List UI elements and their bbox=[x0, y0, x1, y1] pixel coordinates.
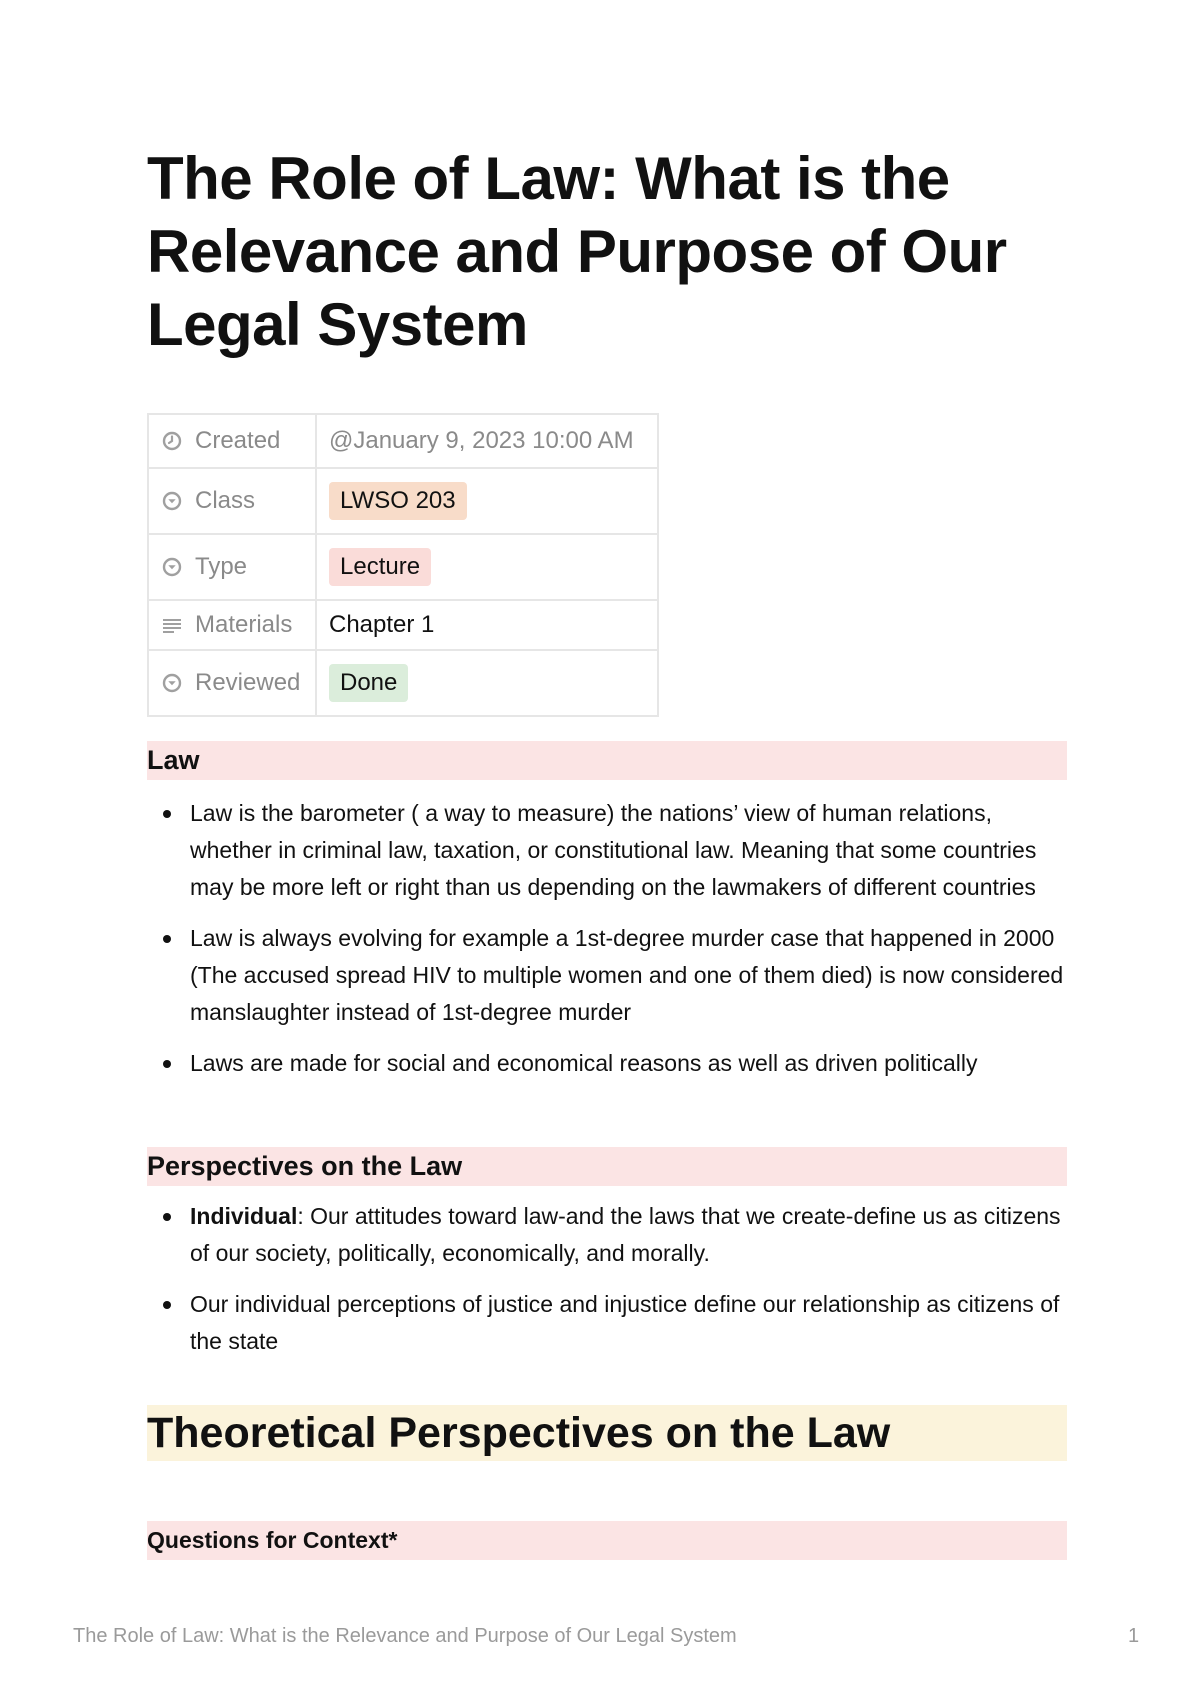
list-item: Law is the barometer ( a way to measure) the nations’ view of human relations, whether in criminal law, taxation, or constitutional law. Meaning that some countries may be more left or right than us depending on the lawmakers of different countries bbox=[147, 795, 1067, 906]
page-title: The Role of Law: What is the Relevance and Purpose of Our Legal System bbox=[147, 145, 1007, 358]
select-icon bbox=[161, 672, 183, 694]
property-value-cell[interactable] bbox=[316, 650, 658, 716]
property-row-reviewed bbox=[148, 650, 658, 716]
property-value-cell[interactable] bbox=[316, 534, 658, 600]
property-label-cell bbox=[148, 600, 316, 650]
property-row-materials bbox=[148, 600, 658, 650]
select-icon bbox=[161, 556, 183, 578]
property-row-type bbox=[148, 534, 658, 600]
text-lines-icon bbox=[161, 614, 183, 636]
property-row-class bbox=[148, 468, 658, 534]
type-tag[interactable]: Lecture bbox=[329, 548, 431, 586]
property-value-cell[interactable] bbox=[316, 468, 658, 534]
property-value-cell[interactable] bbox=[316, 414, 658, 468]
property-label: Materials bbox=[195, 611, 293, 638]
property-label: Reviewed bbox=[195, 669, 301, 696]
reviewed-tag[interactable]: Done bbox=[329, 664, 408, 702]
property-label: Type bbox=[195, 553, 248, 580]
section-heading-law: Law bbox=[147, 741, 1067, 780]
property-label: Created bbox=[195, 427, 281, 454]
list-item: Laws are made for social and economical reasons as well as driven politically bbox=[147, 1045, 1067, 1082]
class-tag[interactable]: LWSO 203 bbox=[329, 482, 467, 520]
properties-table bbox=[147, 413, 659, 717]
property-value-cell[interactable] bbox=[316, 600, 658, 650]
property-row-created bbox=[148, 414, 658, 468]
law-bullet-list bbox=[147, 795, 1067, 1096]
property-label-cell bbox=[148, 650, 316, 716]
list-item: Our individual perceptions of justice and injustice define our relationship as citizens of the state bbox=[147, 1286, 1067, 1360]
property-label: Class bbox=[195, 487, 256, 514]
select-icon bbox=[161, 490, 183, 512]
property-label-cell bbox=[148, 534, 316, 600]
section-heading-theoretical: Theoretical Perspectives on the Law bbox=[147, 1405, 1067, 1461]
property-label-cell bbox=[148, 414, 316, 468]
property-label-cell bbox=[148, 468, 316, 534]
bold-term: Individual bbox=[190, 1203, 298, 1229]
section-heading-perspectives: Perspectives on the Law bbox=[147, 1147, 1067, 1186]
section-heading-questions: Questions for Context* bbox=[147, 1521, 1067, 1560]
created-date[interactable]: @January 9, 2023 10:00 AM bbox=[329, 427, 634, 454]
materials-value[interactable]: Chapter 1 bbox=[329, 611, 435, 638]
clock-icon bbox=[161, 430, 183, 452]
list-item: Law is always evolving for example a 1st-degree murder case that happened in 2000 (The accused spread HIV to multiple women and one of them died) is now considered manslaughter instead of 1st-degree murder bbox=[147, 920, 1067, 1031]
perspectives-bullet-list bbox=[147, 1198, 1067, 1374]
page-number: 1 bbox=[1128, 1625, 1140, 1647]
list-item-text: : Our attitudes toward law-and the laws that we create-define us as citizens of our society, politically, economically, and morally. bbox=[190, 1203, 1061, 1266]
list-item bbox=[147, 1198, 1067, 1272]
footer-title: The Role of Law: What is the Relevance and Purpose of Our Legal System bbox=[73, 1625, 737, 1647]
